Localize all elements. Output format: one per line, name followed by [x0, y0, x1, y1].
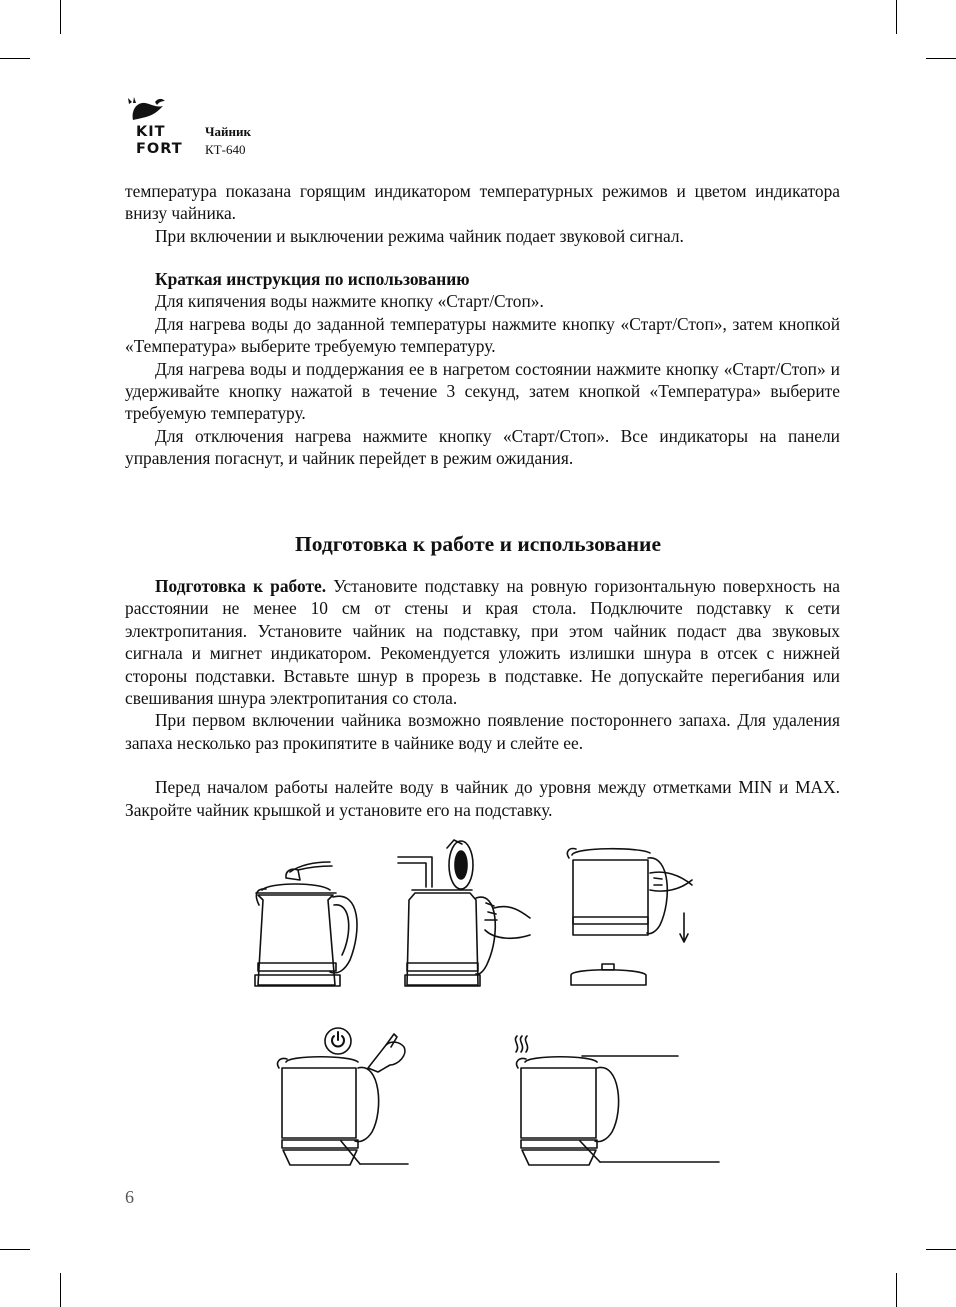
short-instructions-heading: Краткая инструкция по использованию: [155, 269, 470, 289]
intro-paragraph: температура показана горящим индикатором температурных режимов и цветом индикатора внизу чайника.: [125, 181, 840, 224]
instruction-paragraph: Для нагрева воды до заданной температуры нажмите кнопку «Старт/Стоп», затем кнопкой «Температура» выберите требуемую температуру.: [125, 313, 840, 357]
brand-name-line2: FORT: [136, 141, 183, 157]
preparation-text: Установите подставку на ровную горизонтальную поверхность на расстоянии не менее 10 см от стены и края стола. Подключите подставку к сети электропитания. Установите чайник на подставку, при этом чайник подаст два звуковых сигнала и мигнет индикатором. Рекомендуется уложить излишки шнура в отсек с нижней стороны подставки. Вставьте шнур в прорезь в подставке. Не допускайте перегибания или свешивания шнура электропитания со стола.: [125, 576, 840, 709]
brand-name-line1: KIT: [136, 124, 166, 140]
preparation-label: Подготовка к работе.: [155, 576, 327, 596]
product-name: Чайник: [205, 124, 252, 139]
section-title: Подготовка к работе и использование: [295, 532, 661, 556]
kettle-lift-figure: [567, 849, 692, 985]
instruction-paragraph: Для отключения нагрева нажмите кнопку «Старт/Стоп». Все индикаторы на панели управления погаснут, и чайник перейдет в режим ожидания.: [125, 425, 840, 469]
odor-paragraph: При первом включении чайника возможно появление постороннего запаха. Для удаления запаха несколько раз прокипятите в чайнике воду и слейте ее.: [125, 710, 840, 753]
page-number: 6: [125, 1187, 134, 1207]
instruction-paragraph: Для кипячения воды нажмите кнопку «Старт/Стоп».: [155, 291, 544, 312]
instruction-paragraph: Для нагрева воды и поддержания ее в нагретом состоянии нажмите кнопку «Старт/Стоп» и удерживайте кнопку нажатой в течение 3 секунд, затем кнопкой «Температура» выберите требуемую температуру.: [125, 358, 840, 424]
kettle-boiling-figure: [515, 1036, 719, 1165]
kettle-open-lid-figure: [255, 862, 357, 986]
product-model: КТ-640: [205, 142, 246, 157]
fill-paragraph: Перед началом работы налейте воду в чайник до уровня между отметками MIN и MAX. Закройте чайник крышкой и установите его на подставку.: [125, 777, 840, 820]
intro-paragraph: При включении и выключении режима чайник подает звуковой сигнал.: [155, 225, 684, 246]
kettle-filling-figure: [398, 840, 530, 986]
kettle-power-figure: [278, 1028, 408, 1165]
